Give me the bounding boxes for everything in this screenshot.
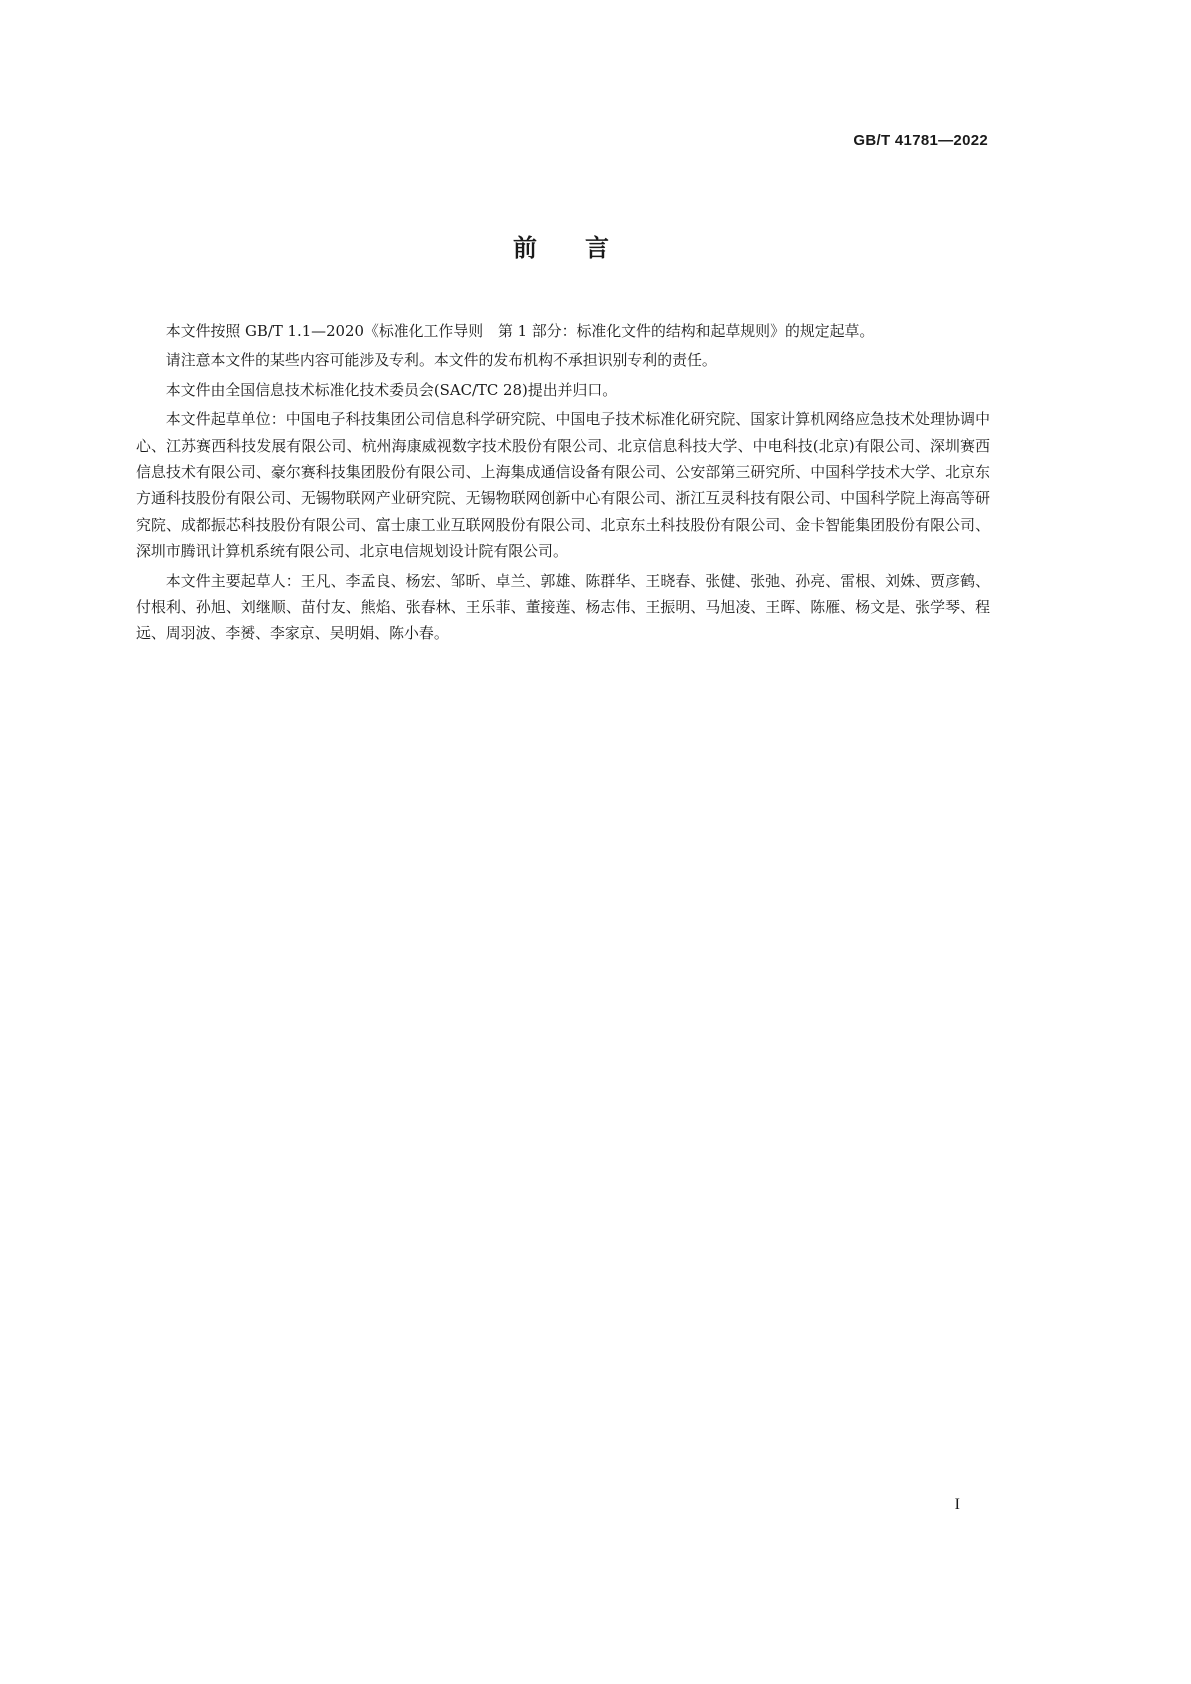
standard-number: GB/T 41781—2022 [853,132,988,149]
paragraph-proposer: 本文件由全国信息技术标准化技术委员会(SAC/TC 28)提出并归口。 [165,380,618,399]
page-number: I [954,1496,960,1513]
paragraph-patent-notice: 请注意本文件的某些内容可能涉及专利。本文件的发布机构不承担识别专利的责任。 [165,351,717,370]
paragraph-drafting-rules: 本文件按照 GB/T 1.1—2020《标准化工作导则 第 1 部分：标准化文件的结构和起草规则》的规定起草。 [165,322,875,340]
page-title: 前言 [513,234,657,262]
paragraph-drafting-units: 本文件起草单位：中国电子科技集团公司信息科学研究院、中国电子技术标准化研究院、国家计算机网络应急技术处理协调中心、江苏赛西科技发展有限公司、杭州海康威视数字技术股份有限公司、北京信息科技大学、中电科技(北京)有限公司、深圳赛西信息技术有限公司、豪尔赛科技集团股份有限公司、上海集成通信设备有限公司、公安部第三研究所、中国科学技术大学、北京东方通科技股份有限公司、无锡物联网产业研究院、无锡物联网创新中心有限公司、浙江互灵科技有限公司、中国科学院上海高等研究院、成都振芯科技股份有限公司、富士康工业互联网股份有限公司、北京东土科技股份有限公司、金卡智能集团股份有限公司、深圳市腾讯计算机系统有限公司、北京电信规划设计院有限公司。 [136,410,990,561]
foreword-body [136,318,990,650]
paragraph-drafters: 本文件主要起草人：王凡、李孟良、杨宏、邹昕、卓兰、郭雄、陈群华、王晓春、张健、张弛、孙亮、雷根、刘姝、贾彦鹤、付根利、孙旭、刘继顺、苗付友、熊焰、张春林、王乐菲、董接莲、杨志伟、王振明、马旭凌、王晖、陈雁、杨文是、张学琴、程远、周羽波、李赟、李家京、吴明娟、陈小春。 [136,571,990,643]
